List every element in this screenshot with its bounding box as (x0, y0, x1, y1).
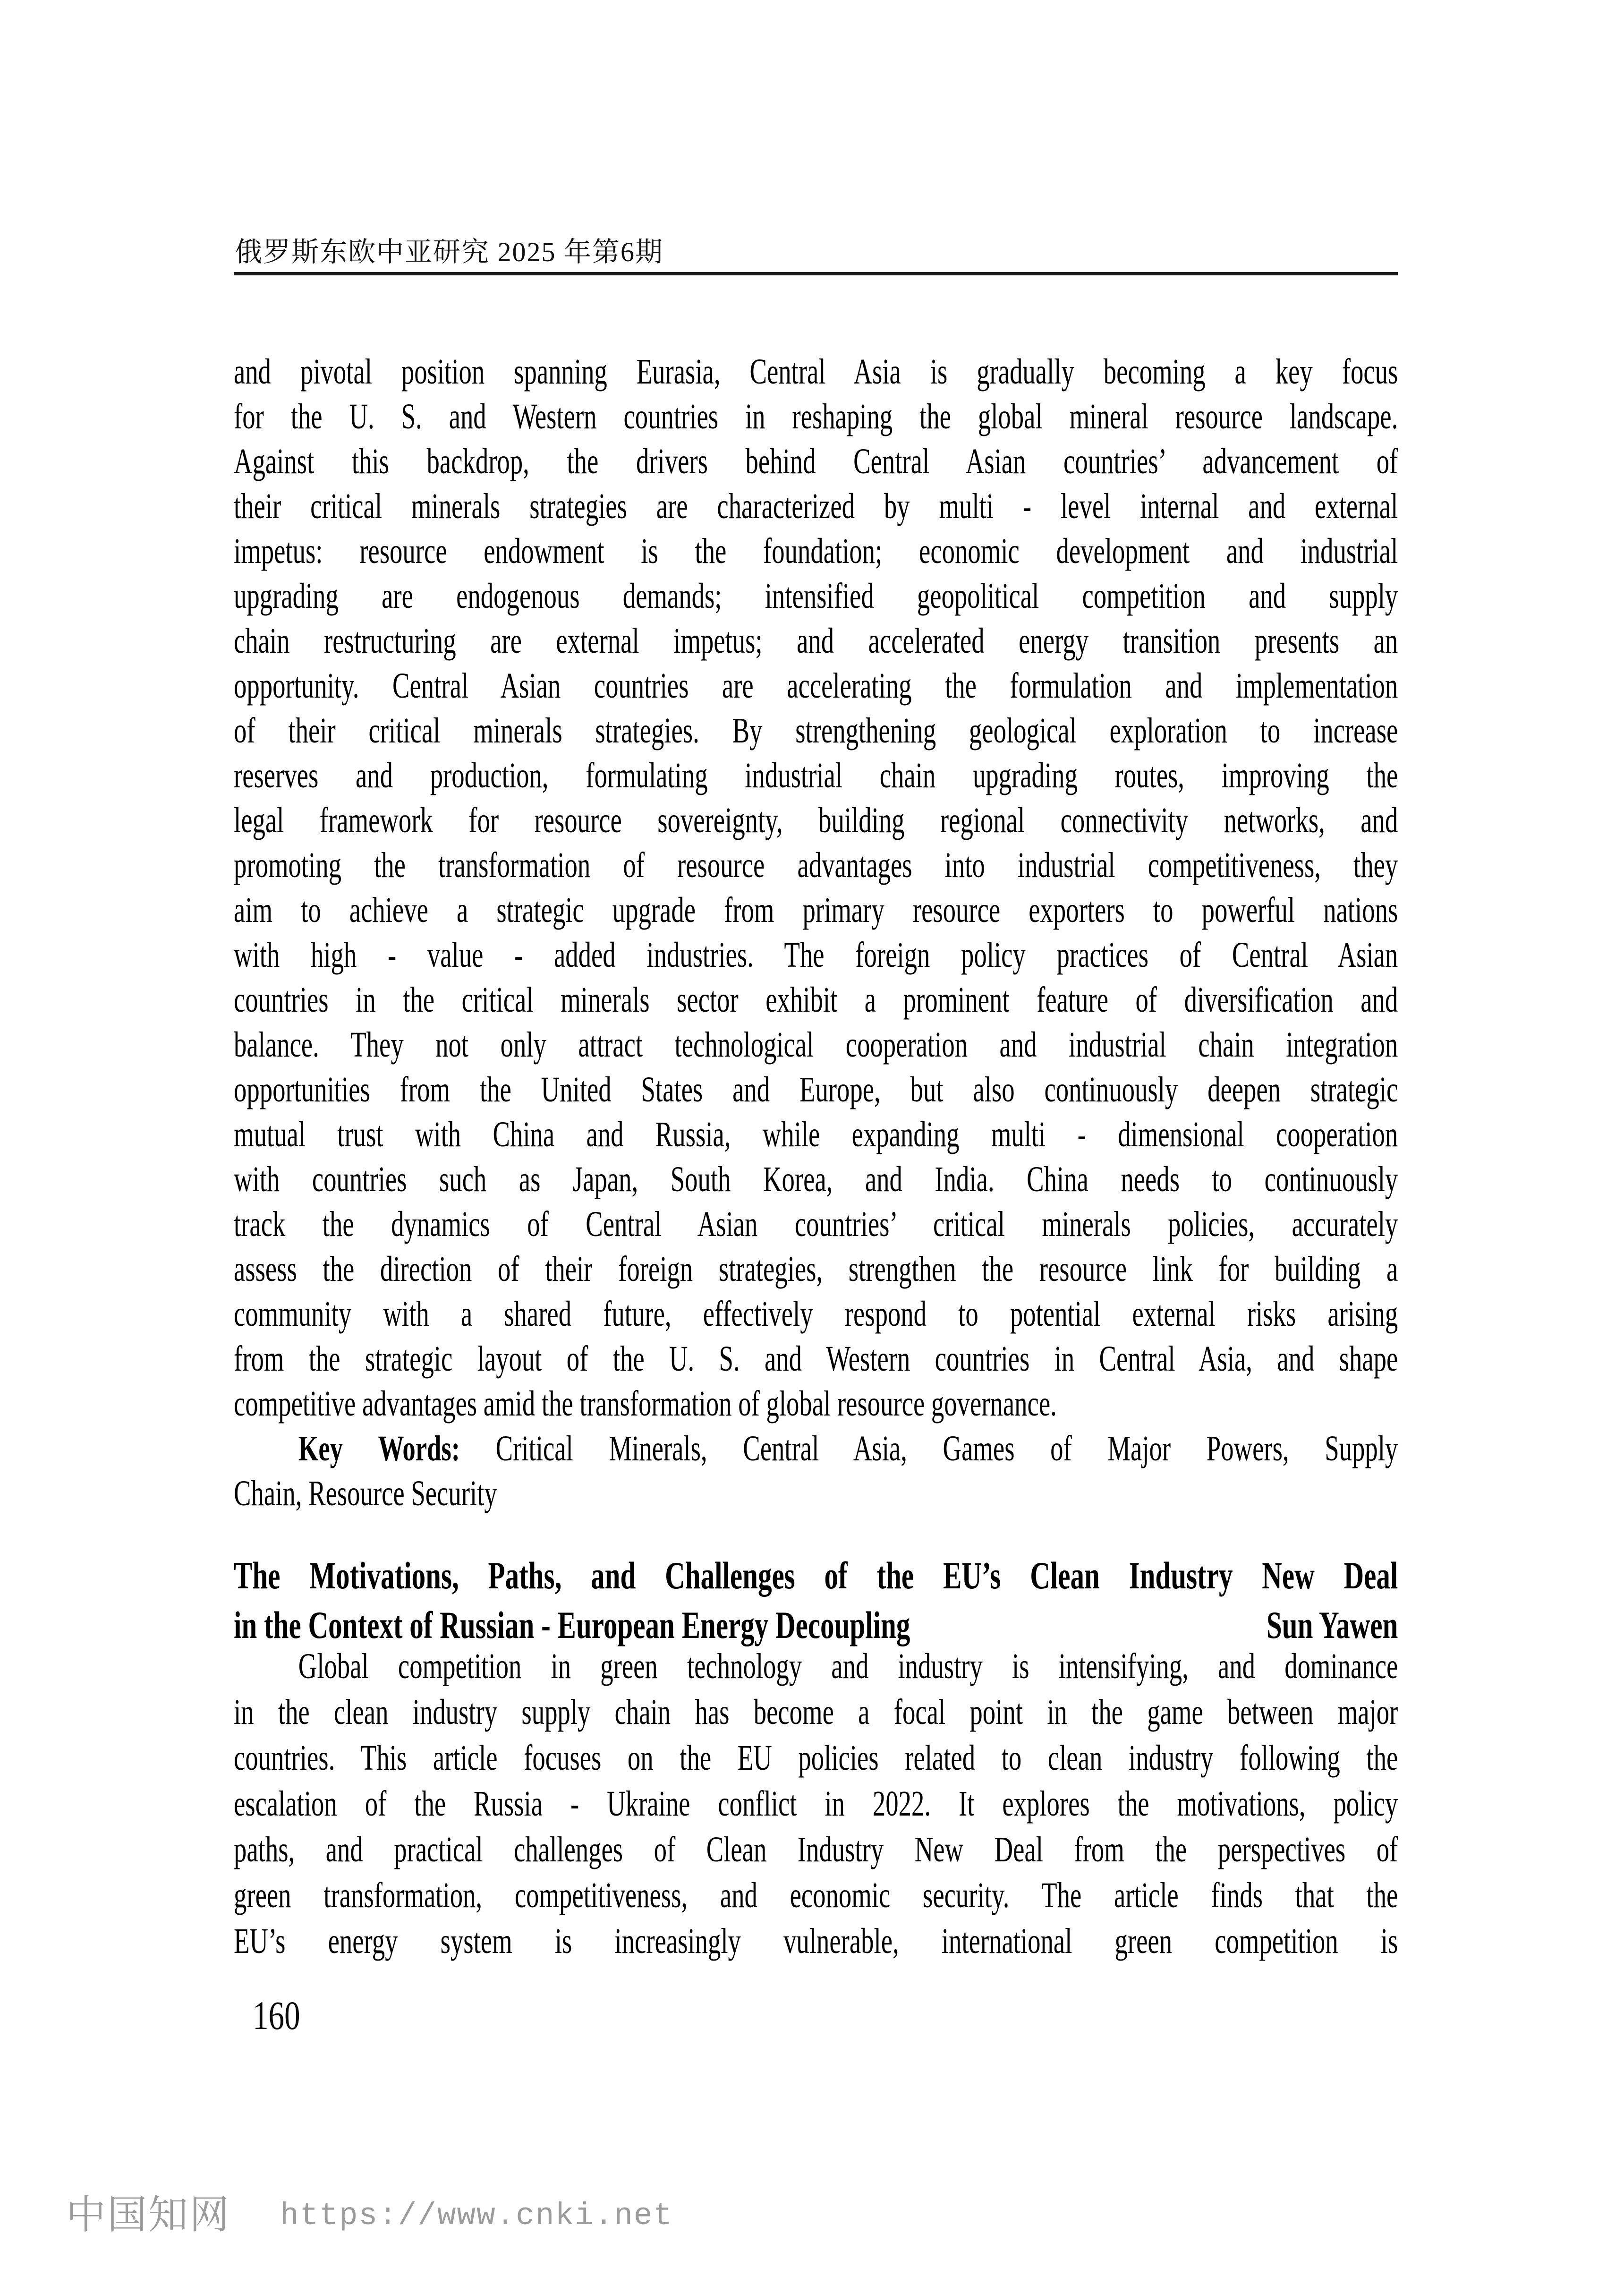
abstract-line: with high - value - added industries. The foreign policy practices of Central Asian (234, 935, 1398, 975)
abstract-continued-block (234, 350, 1398, 1516)
abstract2-line: green transformation, competitiveness, and economic security. The article finds that the (234, 1876, 1398, 1915)
abstract-line: upgrading are endogenous demands; intensified geopolitical competition and supply (234, 576, 1398, 616)
article-title-line-2 (234, 1600, 1398, 1650)
keywords-line (234, 1426, 1398, 1471)
abstract-line: their critical minerals strategies are characterized by multi - level internal and external (234, 486, 1398, 526)
keywords-line-last: Chain, Resource Security (234, 1474, 497, 1513)
article-title-line-2-text: in the Context of Russian - European Energy Decoupling (234, 1603, 910, 1646)
abstract-line: chain restructuring are external impetus; and accelerated energy transition presents an (234, 621, 1398, 661)
abstract-line: for the U. S. and Western countries in reshaping the global mineral resource landscape. (234, 397, 1398, 436)
abstract2-line: in the clean industry supply chain has become a focal point in the game between major (234, 1692, 1398, 1732)
abstract2-line: escalation of the Russia - Ukraine conflict in 2022. It explores the motivations, policy (234, 1784, 1398, 1824)
abstract-line: track the dynamics of Central Asian countries’ critical minerals policies, accurately (234, 1204, 1398, 1244)
article-title-line-1: The Motivations, Paths, and Challenges of the EU’s Clean Industry New Deal (234, 1554, 1398, 1597)
keywords-label: Key Words: (298, 1429, 460, 1468)
cnki-brand: 中国知网 (66, 2193, 231, 2237)
abstract-line: of their critical minerals strategies. By strengthening geological exploration to increase (234, 711, 1398, 750)
page-number: 160 (253, 1993, 300, 2038)
cnki-url: https://www.cnki.net (280, 2198, 673, 2234)
cnki-watermark (66, 2194, 673, 2237)
abstract2-line: paths, and practical challenges of Clean Industry New Deal from the perspectives of (234, 1830, 1398, 1869)
abstract-line-last: competitive advantages amid the transformation of global resource governance. (234, 1384, 1057, 1424)
abstract-line: and pivotal position spanning Eurasia, Central Asia is gradually becoming a key focus (234, 352, 1398, 392)
abstract-line: countries in the critical minerals sector exhibit a prominent feature of diversification and (234, 980, 1398, 1020)
next-article-title-block (234, 1551, 1398, 1650)
journal-header: 俄罗斯东欧中亚研究 2025 年第6期 (235, 237, 664, 267)
abstract-line: legal framework for resource sovereignty, building regional connectivity networks, and (234, 801, 1398, 840)
abstract-line: with countries such as Japan, South Korea, and India. China needs to continuously (234, 1160, 1398, 1199)
abstract-line: opportunities from the United States and Europe, but also continuously deepen strategic (234, 1070, 1398, 1109)
abstract-line: from the strategic layout of the U. S. and Western countries in Central Asia, and shape (234, 1339, 1398, 1379)
abstract-line: opportunity. Central Asian countries are accelerating the formulation and implementation (234, 666, 1398, 706)
header-rule (234, 272, 1398, 275)
abstract-line: assess the direction of their foreign strategies, strengthen the resource link for building a (234, 1249, 1398, 1289)
abstract-line: mutual trust with China and Russia, while expanding multi - dimensional cooperation (234, 1115, 1398, 1154)
abstract-line: balance. They not only attract technological cooperation and industrial chain integration (234, 1025, 1398, 1065)
abstract2-line: Global competition in green technology and industry is intensifying, and dominance (298, 1646, 1398, 1686)
abstract2-line: countries. This article focuses on the EU policies related to clean industry following the (234, 1738, 1398, 1778)
abstract-line: community with a shared future, effectively respond to potential external risks arising (234, 1294, 1398, 1334)
abstract-line: promoting the transformation of resource advantages into industrial competitiveness, they (234, 845, 1398, 885)
abstract-line: aim to achieve a strategic upgrade from primary resource exporters to powerful nations (234, 890, 1398, 930)
abstract-line: Against this backdrop, the drivers behind Central Asian countries’ advancement of (234, 442, 1398, 481)
abstract-line: reserves and production, formulating industrial chain upgrading routes, improving the (234, 756, 1398, 795)
article-author: Sun Yawen (1266, 1603, 1398, 1646)
next-article-abstract-block (234, 1644, 1398, 1964)
abstract2-line: EU’s energy system is increasingly vulnerable, international green competition is (234, 1921, 1398, 1961)
abstract-line: impetus: resource endowment is the foundation; economic development and industrial (234, 531, 1398, 571)
keywords-list: Critical Minerals, Central Asia, Games of Major Powers, Supply (459, 1429, 1398, 1468)
